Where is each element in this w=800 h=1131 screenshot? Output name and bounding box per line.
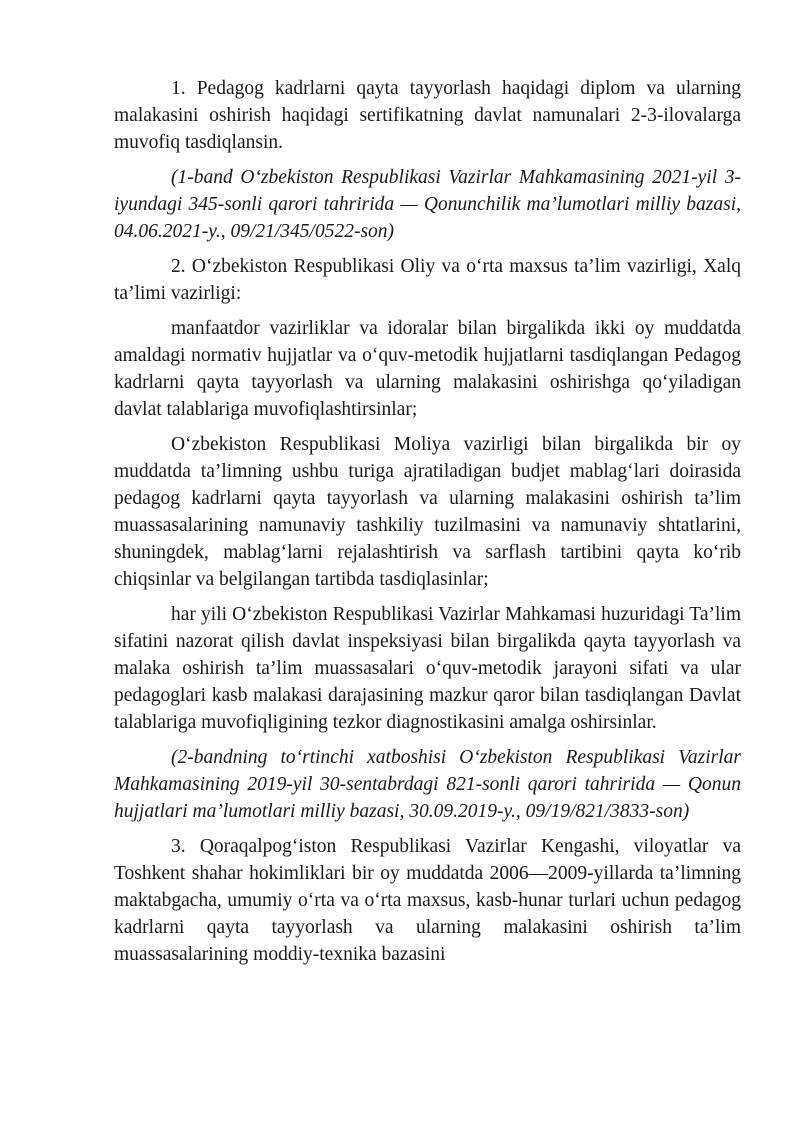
- sub-paragraph-2: O‘zbekiston Respublikasi Moliya vazirligi bilan birgalikda bir oy muddatda ta’limning ushbu turiga ajratiladigan budjet mablag‘lari doirasida pedagog kadrlarni qayta tayyorlash va ularning malakasini oshirish ta’lim muassasalarining namunaviy tashkiliy tuzilmasini va namunaviy shtatlarini, shuningdek, mablag‘larni rejalashtirish va sarflash tartibini qayta ko‘rib chiqsinlar va belgilangan tartibda tasdiqlasinlar;: [114, 434, 741, 590]
- amendment-note-1: (1-band O‘zbekiston Respublikasi Vazirlar Mahkamasining 2021-yil 3-iyundagi 345-sonli qarori tahririda — Qonunchilik ma’lumotlari milliy bazasi, 04.06.2021-y., 09/21/345/0522-son): [114, 167, 741, 242]
- sub-paragraph-3: har yili O‘zbekiston Respublikasi Vazirlar Mahkamasi huzuridagi Ta’lim sifatini nazorat qilish davlat inspeksiyasi bilan birgalikda qayta tayyorlash va malaka oshirish ta’lim muassasalari o‘quv-metodik jarayoni sifati va ular pedagoglari kasb malakasi darajasining mazkur qaror bilan tasdiqlangan Davlat talablariga muvofiqligining tezkor diagnostikasini amalga oshirsinlar.: [114, 604, 741, 733]
- paragraph-item-3: 3. Qoraqalpog‘iston Respublikasi Vazirlar Kengashi, viloyatlar va Toshkent shahar hokimliklari bir oy muddatda 2006—2009-yillarda ta’limning maktabgacha, umumiy o‘rta va o‘rta maxsus, kasb-hunar turlari uchun pedagog kadrlarni qayta tayyorlash va ularning malakasini oshirish ta’lim muassasalarining moddiy-texnika bazasini: [114, 836, 741, 965]
- sub-paragraph-1: manfaatdor vazirliklar va idoralar bilan birgalikda ikki oy muddatda amaldagi normativ hujjatlar va o‘quv-metodik hujjatlarni tasdiqlangan Pedagog kadrlarni qayta tayyorlash va ularning malakasini oshirishga qo‘yiladigan davlat talablariga muvofiqlashtirsinlar;: [114, 318, 741, 420]
- paragraph-item-2: 2. O‘zbekiston Respublikasi Oliy va o‘rta maxsus ta’lim vazirligi, Xalq ta’limi vazirligi:: [114, 256, 741, 304]
- amendment-note-2: (2-bandning to‘rtinchi xatboshisi O‘zbekiston Respublikasi Vazirlar Mahkamasining 2019-yil 30-sentabrdagi 821-sonli qarori tahririda — Qonun hujjatlari ma’lumotlari milliy bazasi, 30.09.2019-y., 09/19/821/3833-son): [114, 747, 741, 822]
- paragraph-item-1: 1. Pedagog kadrlarni qayta tayyorlash haqidagi diplom va ularning malakasini oshirish haqidagi sertifikatning davlat namunalari 2-3-ilovalarga muvofiq tasdiqlansin.: [114, 78, 741, 153]
- document-page: [114, 75, 741, 976]
